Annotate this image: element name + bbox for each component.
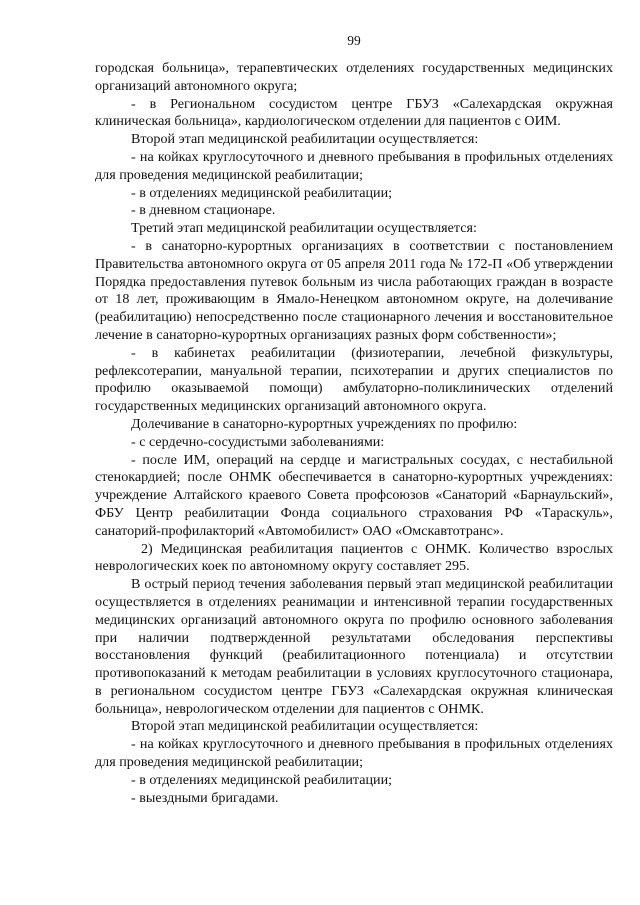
list-item: - в санаторно-курортных организациях в соответствии с постановлением Правительства автономного округа от 05 апреля 2011 года № 172-П «Об утверждении Порядка предоставления путевок больным из числа работающих граждан в возрасте от 18 лет, проживающим в Ямало-Ненецком автономном округе, на долечивание (реабилитацию) непосредственно после стационарного лечения и восстановительное лечение в санаторно-курортных организациях разных форм собственности»; <box>95 237 613 343</box>
paragraph: городская больница», терапевтических отделениях государственных медицинских организаций автономного округа; <box>95 60 613 94</box>
paragraph: Долечивание в санаторно-курортных учреждениях по профилю: <box>131 415 518 432</box>
body-text <box>95 60 613 807</box>
list-item: - на койках круглосуточного и дневного пребывания в профильных отделениях для проведения медицинской реабилитации; <box>95 736 613 771</box>
list-item: - в отделениях медицинской реабилитации; <box>131 184 393 201</box>
list-item: - в отделениях медицинской реабилитации; <box>131 771 393 788</box>
paragraph: 2) Медицинская реабилитация пациентов с ОНМК. Количество взрослых неврологических коек по автономному округу составляет 295. <box>95 540 613 575</box>
paragraph: Второй этап медицинской реабилитации осуществляется: <box>131 131 479 148</box>
page-number: 99 <box>347 33 361 48</box>
paragraph: Второй этап медицинской реабилитации осуществляется: <box>131 718 479 735</box>
list-item: - в дневном стационаре. <box>131 202 276 219</box>
list-item: - с сердечно-сосудистыми заболеваниями: <box>131 433 385 450</box>
paragraph: В острый период течения заболевания первый этап медицинской реабилитации осуществляется в отделениях реанимации и интенсивной терапии государственных медицинских организаций автономного округа по профилю основного заболевания при наличии подтвержденной результатами обследования перспективы восстановления функций (реабилитационного потенциала) и отсутствии противопоказаний к методам реабилитации в условиях круглосуточного стационара, в региональном сосудистом центре ГБУЗ «Салехардская окружная клиническая больница», неврологическом отделении для пациентов с ОНМК. <box>95 576 613 717</box>
list-item: - на койках круглосуточного и дневного пребывания в профильных отделениях для проведения медицинской реабилитации; <box>95 148 613 183</box>
list-item: - после ИМ, операций на сердце и магистральных сосудах, с нестабильной стенокардией; после ОНМК обеспечивается в санаторно-курортных учреждениях: учреждение Алтайского краевого Совета профсоюзов «Санаторий «Барнаульский», ФБУ Центр реабилитации Фонда социального страхования РФ «Тараскуль», санаторий-профилакторий «Автомобилист» ОАО «Омскавтотранс». <box>95 451 613 539</box>
list-item: - выездными бригадами. <box>131 789 279 806</box>
list-item: - в кабинетах реабилитации (физиотерапии, лечебной физкультуры, рефлексотерапии, мануальной терапии, психотерапии и других специалистов по профилю оказываемой помощи) амбулаторно-поликлинических отделений государственных медицинских организаций автономного округа. <box>95 344 613 415</box>
paragraph: Третий этап медицинской реабилитации осуществляется: <box>131 220 477 237</box>
list-item: - в Региональном сосудистом центре ГБУЗ «Салехардская окружная клиническая больница», кардиологическом отделении для пациентов с ОИМ. <box>95 95 613 130</box>
